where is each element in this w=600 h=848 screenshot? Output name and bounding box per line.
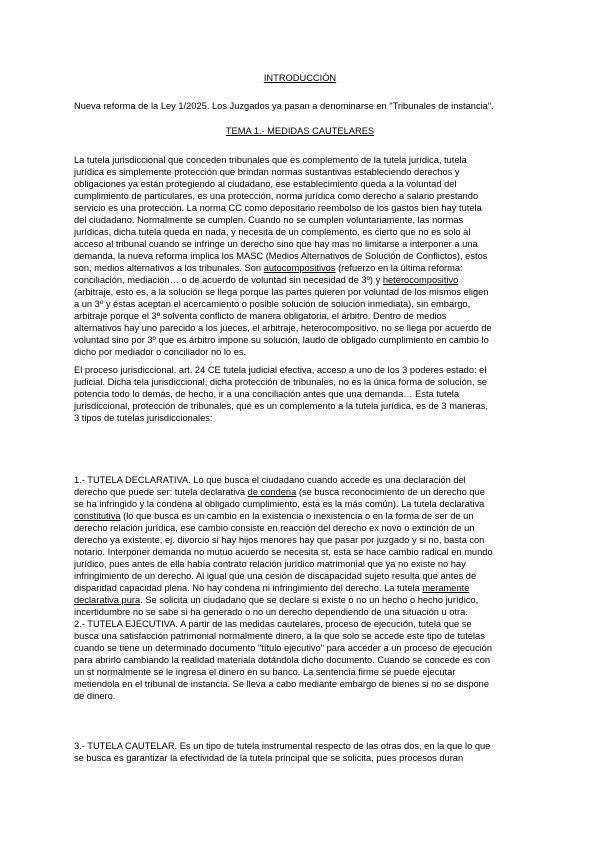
text-line xyxy=(74,594,478,606)
text-line: notario. Interponer demanda no mutuo acuerdo se necesita st, esta se hace cambio radical en mundo xyxy=(74,547,493,557)
text-line xyxy=(74,510,474,522)
text-line: La tutela jurisdiccional que conceden tribunales que es complemento de la tutela jurídica, tutela xyxy=(74,155,467,165)
text-line: del ciudadano. Normalmente se cumplen. Cuando no se cumplen voluntariamente, las normas xyxy=(74,215,464,225)
text-line: dicho por mediador o conciliador no lo es. xyxy=(74,347,247,357)
document-title: INTRODUCCIÓN xyxy=(263,73,337,83)
text-line: se ha infringido y la condena al obligado cumplimiento, esta es la más común). La tutela declarativa xyxy=(74,499,485,509)
text-line: demanda, la nueva reforma implica los MASC (Medios Alternativos de Solución de Conflictos), estos xyxy=(74,251,488,261)
text-line: 3 tipos de tutelas jurisdiccionales: xyxy=(74,413,213,423)
text-line: infringimiento de un derecho. Al igual que una cesión de discapacidad sujeto resulta que antes de xyxy=(74,571,477,581)
text-line: obligaciones ya están protegiendo al ciudadano, ese establecimiento queda a la voluntad del xyxy=(74,179,457,189)
text-segment: derecho que puede ser: tutela declarativa xyxy=(74,487,248,497)
text-line: 3.- TUTELA CAUTELAR. Es un tipo de tutela instrumental respecto de las otras dos, en la que lo que xyxy=(74,741,491,751)
text-line: acceso al tribunal cuando se infringe un derecho sino que hay mas no limitarse a interponer a una xyxy=(74,239,478,249)
text-segment: . Se solicita un ciudadano que se declare si existe o no un hecho o hecho jurídico, xyxy=(140,595,479,605)
underlined-term: heterocompositivo xyxy=(382,275,459,285)
text-line: se busca es garantizar la efectividad de la tutela principal que se solicita, pues procesos duran xyxy=(74,753,464,763)
text-line xyxy=(74,274,458,286)
text-line: cumplimiento de particulares, es una protección, norma jurídica como derecho a salario prestando xyxy=(74,191,479,201)
underlined-term: meramente xyxy=(422,583,470,593)
text-segment: (refuerzo en la última reforma: xyxy=(335,263,463,273)
text-line: jurisdiccional, protección de tribunales, qué es un complemento a la tutela jurídica, es de 3 maneras, xyxy=(74,401,488,411)
text-line xyxy=(74,262,463,274)
text-line xyxy=(74,486,485,498)
text-line: arbitraje porque el 3º solventa conflicto de manera obligatoria, el árbitro. Dentro de medios xyxy=(74,311,447,321)
topic-heading: TEMA 1.- MEDIDAS CAUTELARES xyxy=(225,126,375,136)
text-line: jurídico, pues antes de ella había contrato relación jurídico matrimonial que ya no existe no hay xyxy=(74,559,466,569)
underlined-term: constitutiva xyxy=(74,511,121,521)
text-line: judicial. Dicha tela jurisdiccional, dicha protección de tribunales, no es la única forma de solución, se xyxy=(74,377,487,387)
text-line: a un 3º y éstas aceptan el acercamiento o posible solución de solución inmediata), sin embargo, xyxy=(74,299,471,309)
text-segment: disparidad capacidad plena. No hay condena ni infringimiento del derecho. La tutela xyxy=(74,583,423,593)
text-segment: (lo que busca es un cambio en la existencia o inexistencia o en la forma de ser de un xyxy=(120,511,474,521)
text-line: busca una satisfacción patrimonial normalmente dinero, a la que solo se accede este tipo de tutelas xyxy=(74,631,485,641)
text-line: metiendola en el tribunal de instancia. Se lleva a cabo mediante embargo de bienes si no se dispone xyxy=(74,679,490,689)
text-line: 2.- TUTELA EJECUTIVA. A partir de las medidas cautelares, proceso de ejecución, tutela que se xyxy=(74,619,472,629)
text-line: cuando se tiene un determinado documento "título ejecutivo" para acceder a un proceso de ejecución xyxy=(74,643,493,653)
text-line: jurídicas, dicha tutela queda en nada, y necesita de un complemento, es cierto que no es solo al xyxy=(74,227,471,237)
text-line: de dinero. xyxy=(74,691,116,701)
text-line: 1.- TUTELA DECLARATIVA. Lo que busca el ciudadano cuando accede es una declaración del xyxy=(74,475,466,485)
text-segment: conciliación, mediación… o de acuerdo de voluntad sin necesidad de 3º) y xyxy=(74,275,383,285)
text-line: alternativos hay uno parecido a los jueces, el arbitraje, heterocompositivo, no se llega por acuerdo de xyxy=(74,323,492,333)
text-line: incertidumbre no se sabe si ha generado o no un derecho dependiendo de una situación u otra. xyxy=(74,607,468,617)
underlined-term: autocompositivos xyxy=(263,263,336,273)
text-line: derecho ya existente, ej. divorcio si hay hijos menores hay que pasar por juzgado y si no, basta con xyxy=(74,535,485,545)
text-line: El proceso jurisdiccional. art. 24 CE tutela judicial efectiva, acceso a uno de los 3 poderes estado: el xyxy=(74,365,487,375)
text-segment: son, medios alternativos a los tribunales. Son xyxy=(74,263,264,273)
text-line: jurídica es simplemente protección que brindan normas sustantivas estableciendo derechos y xyxy=(74,167,460,177)
text-line xyxy=(74,582,469,594)
text-line: potencia todo lo demás, de hecho, ir a una conciliación antes que una demanda… Esta tutela xyxy=(74,389,460,399)
text-line: voluntad sino por 3º que es árbitro impone su solución, laudo de obligado cumplimiento en cambio lo xyxy=(74,335,489,345)
underlined-term: declarativa pura xyxy=(74,595,141,605)
text-line: servicio es una protección. La norma CC como depositario reembolso de los gastos bien hay tutela xyxy=(74,203,482,213)
text-line: para abrirlo cambiando la realidad materiala dotándola dicho documento. Cuando se concede es con xyxy=(74,655,491,665)
text-line: derecho relación jurídica, ese cambio consiste en reacción del derecho ex novo o extinción de un xyxy=(74,523,475,533)
text-line: un st normalmente se le ingresa el dinero en su banco. La sentencia firme se puede ejecutar xyxy=(74,667,456,677)
text-line: (arbitraje, esto es, a la solución se llega porque las partes quieren por voluntad de los mismos eligen xyxy=(74,287,489,297)
intro-line: Nueva reforma de la Ley 1/2025. Los Juzgados ya pasan a denominarse en "Tribunales de instancia". xyxy=(74,101,494,111)
underlined-term: de condena xyxy=(247,487,297,497)
text-segment: (se busca reconocimiento de un derecho que xyxy=(296,487,485,497)
